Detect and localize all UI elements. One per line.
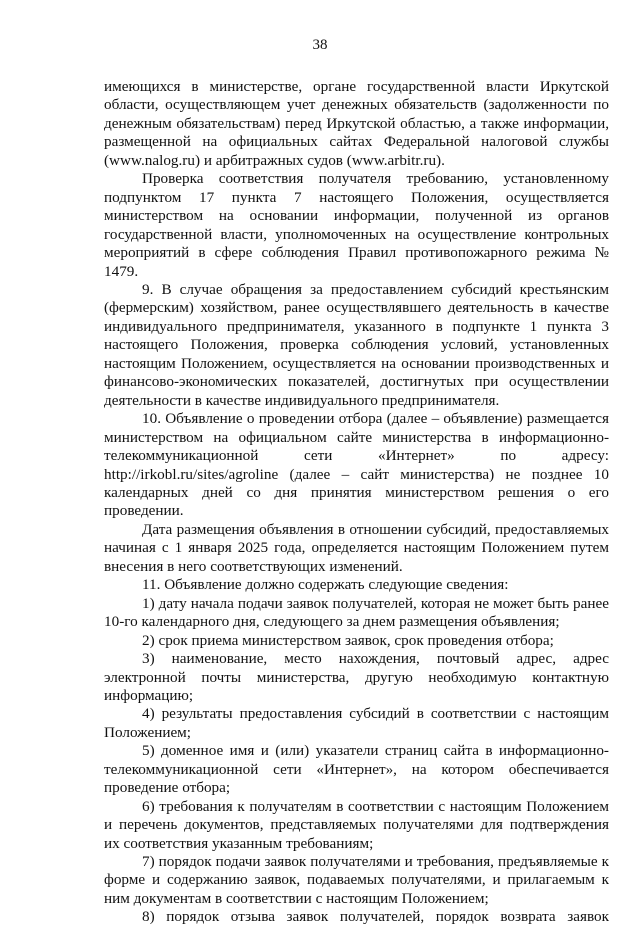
document-body (104, 78, 609, 927)
paragraph-11: 5) доменное имя и (или) указатели страниц сайта в информационно-телекоммуникационной сети «Интернет», на котором обеспечивается проведение отбора; (104, 742, 609, 797)
paragraph-10: 4) результаты предоставления субсидий в соответствии с настоящим Положением; (104, 705, 609, 741)
paragraph-13: 7) порядок подачи заявок получателями и требования, предъявляемые к форме и содержанию заявок, подаваемых получателями, и прилагаемым к ним документам в соответствии с настоящим Положением; (104, 853, 609, 907)
page-number: 38 (312, 37, 328, 53)
paragraph-14: 8) порядок отзыва заявок получателей, порядок возврата заявок (142, 908, 609, 926)
paragraph-1: имеющихся в министерстве, органе государственной власти Иркутской области, осуществляющем учет денежных обязательств (задолженности по денежным обязательствам) перед Иркутской областью, а также информации, размещенной на официальных сайтах Федеральной налоговой службы (www.nalog.ru) и арбитражных судов (www.arbitr.ru). (104, 78, 609, 169)
paragraph-4: 10. Объявление о проведении отбора (далее – объявление) размещается министерством на официальном сайте министерства в информационно-телекоммуникационной сети «Интернет» по адресу: http://irkobl.ru/sites/agroline (далее – сайт министерства) не позднее 10 календарных дней со дня принятия министерством решения о его проведении. (104, 410, 609, 520)
paragraph-8: 2) срок приема министерством заявок, срок проведения отбора; (142, 631, 554, 649)
paragraph-12: 6) требования к получателям в соответствии с настоящим Положением и перечень документов, представляемых получателями для подтверждения их соответствия указанным требованиям; (104, 797, 609, 852)
paragraph-7: 1) дату начала подачи заявок получателей, которая не может быть ранее 10-го календарного дня, следующего за днем размещения объявления; (104, 594, 609, 631)
paragraph-2: Проверка соответствия получателя требованию, установленному подпунктом 17 пункта 7 настоящего Положения, осуществляется министерством на основании информации, полученной из органов государственной власти, уполномоченных на осуществление контрольных мероприятий в сфере соблюдения Правил противопожарного режима № 1479. (104, 170, 609, 280)
paragraph-9: 3) наименование, место нахождения, почтовый адрес, адрес электронной почты министерства, другую необходимую контактную информацию; (104, 650, 609, 704)
paragraph-6: 11. Объявление должно содержать следующие сведения: (142, 576, 509, 594)
paragraph-5: Дата размещения объявления в отношении субсидий, предоставляемых начиная с 1 января 2025 года, определяется настоящим Положением путем внесения в него соответствующих изменений. (104, 520, 609, 575)
paragraph-3: 9. В случае обращения за предоставлением субсидий крестьянским (фермерским) хозяйством, ранее осуществлявшего деятельность в качестве индивидуального предпринимателя, указанного в подпункте 1 пункта 3 настоящего Положения, проверка соблюдения условий, установленных настоящим Положением, осуществляется на основании производственных и финансово-экономических показателей, достигнутых при осуществлении деятельности в качестве индивидуального предпринимателя. (104, 280, 609, 409)
